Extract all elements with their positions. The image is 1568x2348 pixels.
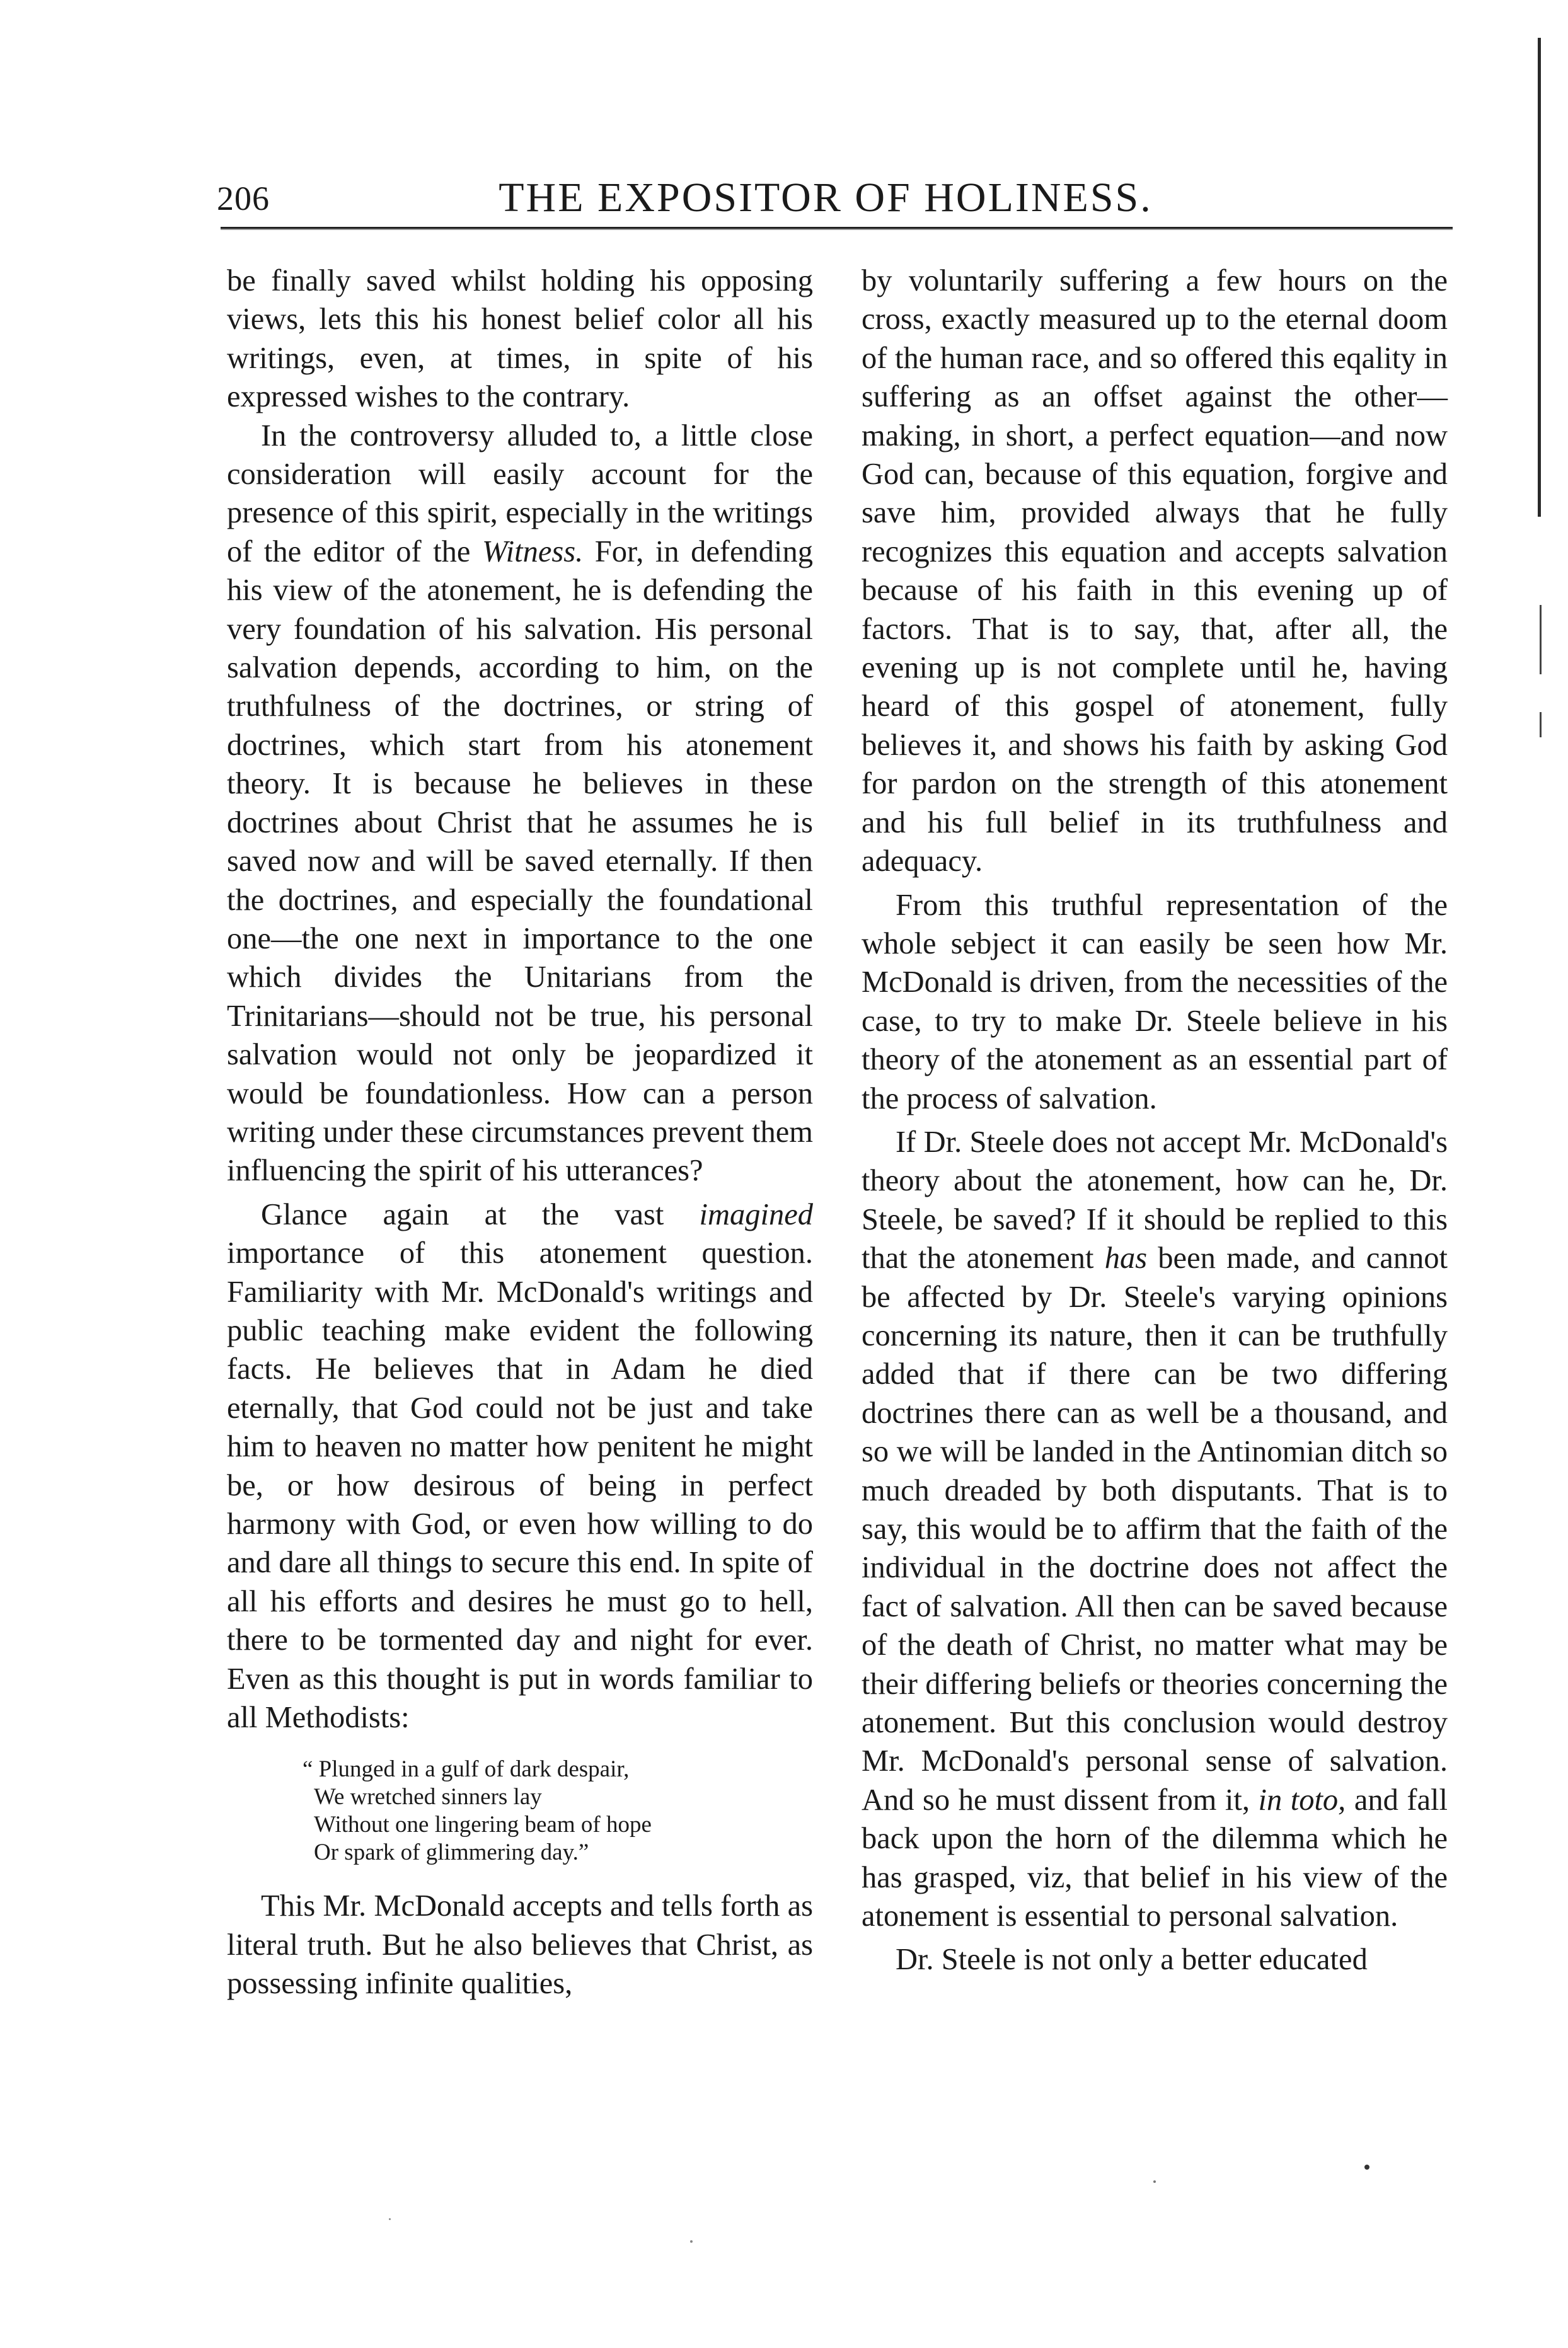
hymn-line: We wretched sinners lay: [314, 1784, 542, 1810]
header-rule: [221, 227, 1453, 230]
ink-speck: [389, 2218, 391, 2220]
paragraph: From this truthful representation of the whole sebject it can easily be seen how Mr. McDonald is driven, from the necessities of the case, to try to make Dr. Steele believe in his theory of the atonement as an essential part of the process of salvation.: [862, 888, 1448, 1115]
page-edge-line: [1538, 38, 1541, 517]
paragraph: If Dr. Steele does not accept Mr. McDonald's theory about the atonement, how can he, Dr. Steele, be saved? If it should be replied to this that the atonement has been made, and cannot be affected by Dr. Steele's varying opinions concerning its nature, then it can be truthfully added that if there can be two differing doctrines there can as well be a thousand, and so we will be landed in the Antinomian ditch so much dreaded by both disputants. That is to say, this would be to affirm that the faith of the individual in the doctrine does not affect the fact of salvation. All then can be saved because of the death of Christ, no matter what may be their differing beliefs or theories concerning the atonement. But this conclusion would destroy Mr. McDonald's personal sense of salvation. And so he must dissent from it, in toto, and fall back upon the horn of the dilemma which he has grasped, viz, that belief in his view of the atonement is essential to personal salvation.: [862, 1125, 1448, 1933]
page-header: [189, 169, 1462, 226]
page-edge-mark: [1540, 605, 1542, 674]
paragraph: In the controversy alluded to, a little close consideration will easily account for the presence of this spirit, especially in the writings of the editor of the Witness. For, in defending his view of the atonement, he is defending the very foundation of his salvation. His personal salvation depends, according to him, on the truthfulness of the doctrines, or string of doctrines, which start from his atonement theory. It is because he believes in these doctrines about Christ that he assumes he is saved now and will be saved eternally. If then the doctrines, and especially the foundational one—the one next in importance to the one which divides the Unitarians from the Trinitarians—should not be true, his personal salvation would not only be jeopardized it would be foundationless. How can a person writing under these circumstances prevent them influencing the spirit of his utterances?: [227, 418, 813, 1188]
running-title: THE EXPOSITOR OF HOLINESS.: [499, 175, 1153, 221]
paragraph: be finally saved whilst holding his opposing views, lets this his honest belief color all his writings, even, at times, in spite of his expressed wishes to the contrary.: [227, 264, 813, 414]
hymn-line: Or spark of glimmering day.”: [314, 1839, 589, 1866]
paragraph: by voluntarily suffering a few hours on the cross, exactly measured up to the eternal doom of the human race, and so offered this eqality in suffering as an offset against the other—making, in short, a perfect equation—and now God can, because of this equation, forgive and save him, provided always that he fully recognizes this equation and accepts salvation because of his faith in this evening up of factors. That is to say, that, after all, the evening up is not complete until he, having heard of this gospel of atonement, fully believes it, and shows his faith by asking God for pardon on the strength of this atonement and his full belief in its truthfulness and adequacy.: [862, 264, 1448, 878]
hymn-line: Without one lingering beam of hope: [314, 1812, 652, 1838]
paragraph: This Mr. McDonald accepts and tells forth as literal truth. But he also believes that Christ, as possessing infinite qualities,: [227, 1889, 813, 2001]
page-number: 206: [217, 180, 270, 217]
left-column: [227, 262, 813, 2003]
ink-speck: [1153, 2180, 1156, 2183]
hymn-line: “ Plunged in a gulf of dark despair,: [303, 1756, 630, 1783]
paragraph: Glance again at the vast imagined importance of this atonement question. Familiarity with Mr. McDonald's writings and public teaching make evident the following facts. He believes that in Adam he died eternally, that God could not be just and take him to heaven no matter how penitent he might be, or how desirous of being in perfect harmony with God, or even how willing to do and dare all things to secure this end. In spite of all his efforts and desires he must go to hell, there to be tormented day and night for ever. Even as this thought is put in words familiar to all Methodists:: [227, 1197, 813, 1735]
right-column: [862, 262, 1448, 1979]
page-edge-mark: [1540, 712, 1542, 737]
hymn-quotation: [303, 1756, 813, 1867]
ink-speck: [690, 2240, 693, 2243]
paragraph: Dr. Steele is not only a better educated: [896, 1943, 1368, 1977]
ink-speck: [1364, 2165, 1369, 2170]
